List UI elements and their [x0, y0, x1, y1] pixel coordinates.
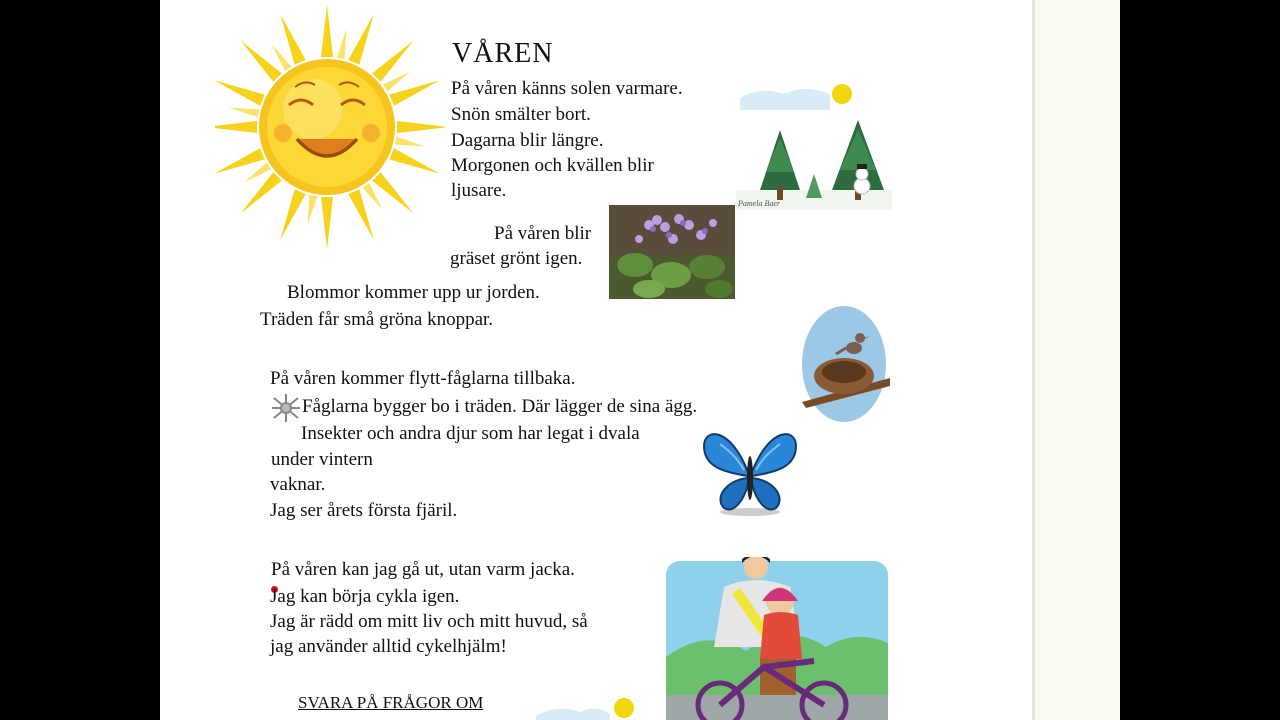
bird-nest-icon — [798, 302, 892, 426]
page-title: VÅREN — [452, 38, 554, 69]
intro-line-2: Snön smälter bort. — [451, 104, 591, 125]
document-page — [160, 0, 1032, 720]
bike-line-1: På våren kan jag gå ut, utan varm jacka. — [271, 559, 575, 580]
grass-line-1: På våren blir — [494, 223, 592, 244]
bug-icon — [270, 392, 302, 424]
bird-line-5: vaknar. — [270, 474, 326, 495]
intro-line-1: På våren känns solen varmare. — [451, 78, 683, 99]
questions-link[interactable]: SVARA PÅ FRÅGOR OM — [298, 693, 484, 712]
bird-line-2: Fåglarna bygger bo i träden. Där lägger de sina ägg. — [302, 396, 698, 417]
image-caption: Pamela Baer — [738, 199, 780, 208]
violet-flowers-photo — [609, 205, 735, 299]
butterfly-icon — [700, 426, 800, 520]
grass-line-2: gräset grönt igen. — [450, 248, 583, 269]
intro-line-5: ljusare. — [451, 180, 507, 201]
left-black-bar — [0, 0, 160, 720]
sun-small-icon — [532, 694, 642, 720]
intro-line-4: Morgonen och kvällen blir — [451, 155, 654, 176]
bird-line-3: Insekter och andra djur som har legat i dvala — [301, 423, 640, 444]
bird-line-6: Jag ser årets första fjäril. — [270, 500, 458, 521]
intro-line-3: Dagarna blir längre. — [451, 130, 604, 151]
bike-line-4: jag använder alltid cykelhjälm! — [270, 636, 507, 657]
bike-line-2: Jag kan börja cykla igen. — [270, 586, 460, 607]
bird-line-4: under vintern — [271, 449, 373, 470]
winter-trees-image — [736, 74, 892, 210]
right-black-bar — [1120, 0, 1280, 720]
bird-line-1: På våren kommer flytt-fåglarna tillbaka. — [270, 368, 576, 389]
flower-line-2: Träden får små gröna knoppar. — [260, 309, 494, 330]
flower-line-1: Blommor kommer upp ur jorden. — [287, 282, 540, 303]
smiling-sun-icon — [215, 2, 445, 252]
document-background — [1035, 0, 1120, 720]
bike-line-3: Jag är rädd om mitt liv och mitt huvud, så — [270, 611, 588, 632]
bicycle-helmet-illustration — [664, 557, 890, 720]
